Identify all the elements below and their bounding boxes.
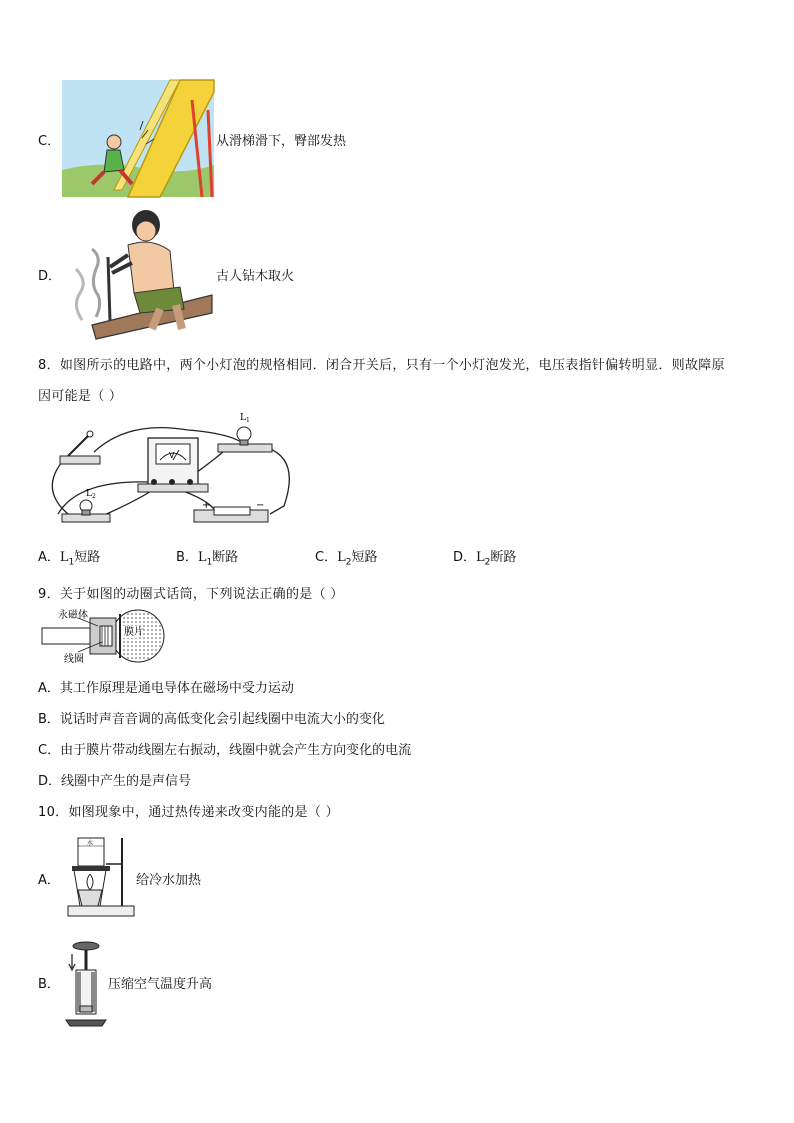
q8-option-d-letter: D． xyxy=(453,550,477,565)
circuit-diagram xyxy=(38,410,298,530)
q9-option-b-text: 说话时声音音调的高低变化会引起线圈中电流大小的变化 xyxy=(59,712,385,727)
q8-option-d-sub: 2 xyxy=(484,557,491,568)
q8-option-d-text: 断路 xyxy=(490,550,517,565)
q8-option-a-letter: A． xyxy=(38,550,60,565)
coil-label: 线圈 xyxy=(64,654,84,665)
l2-label: L xyxy=(86,489,92,499)
svg-text:+: + xyxy=(202,500,211,511)
q9-option-d-text: 线圈中产生的是声信号 xyxy=(61,774,192,789)
microphone-diagram xyxy=(38,604,166,668)
q8-option-c-text: 短路 xyxy=(351,550,378,565)
q9-option-c-letter: C． xyxy=(38,743,61,758)
q8-option-c-name: L xyxy=(337,550,346,565)
q9-option-c[interactable] xyxy=(38,739,411,758)
q8-option-d[interactable] xyxy=(453,546,516,568)
option-c-text: 从滑梯滑下，臀部发热 xyxy=(216,134,347,149)
option-c-letter: C． xyxy=(38,134,61,149)
q10-option-a-text: 给冷水加热 xyxy=(136,873,202,888)
q9-option-b-letter: B． xyxy=(38,712,60,727)
q9-option-c-text: 由于膜片带动线圈左右振动，线圈中就会产生方向变化的电流 xyxy=(60,743,412,758)
q8-option-b-sub: 1 xyxy=(206,557,213,568)
magnet-label: 永磁体 xyxy=(58,610,88,621)
voltmeter-symbol: V xyxy=(169,451,175,460)
q8-option-b-text: 断路 xyxy=(212,550,239,565)
q8-option-a-name: L xyxy=(59,550,69,565)
q8-option-a-text: 短路 xyxy=(74,550,101,565)
q8-option-b-name: L xyxy=(197,550,207,565)
q9-option-b[interactable] xyxy=(38,708,385,727)
air-compression-illustration xyxy=(62,940,102,1026)
svg-text:−: − xyxy=(256,500,265,511)
heating-water-illustration xyxy=(66,834,138,920)
q8-option-c[interactable] xyxy=(315,546,377,568)
q8-option-b[interactable] xyxy=(176,546,238,568)
q10-option-b-letter: B． xyxy=(38,977,60,992)
q9-option-a-text: 其工作原理是通电导体在磁场中受力运动 xyxy=(59,681,294,696)
q8-option-c-sub: 2 xyxy=(345,557,352,568)
q9-option-a[interactable] xyxy=(38,677,294,696)
l1-label: L xyxy=(240,413,246,423)
q8-option-a[interactable] xyxy=(38,546,100,568)
question-9-stem: 9．关于如图的动圈式话筒，下列说法正确的是（ ） xyxy=(38,587,344,602)
slide-illustration xyxy=(62,80,214,197)
l1-sub: 1 xyxy=(246,417,250,424)
q8-option-c-letter: C． xyxy=(315,550,338,565)
beaker-label: 水 xyxy=(87,840,94,847)
q9-option-d-letter: D． xyxy=(38,774,62,789)
q8-option-d-name: L xyxy=(476,550,485,565)
option-d-text: 古人钻木取火 xyxy=(216,269,295,284)
q8-option-a-sub: 1 xyxy=(68,557,75,568)
q10-option-b-text: 压缩空气温度升高 xyxy=(108,977,213,992)
membrane-label: 膜片 xyxy=(124,627,144,638)
q8-option-b-letter: B． xyxy=(176,550,198,565)
l2-sub: 2 xyxy=(92,493,96,500)
q9-option-d[interactable] xyxy=(38,770,191,789)
question-8-stem-line2: 因可能是（ ） xyxy=(38,389,123,404)
option-d-letter: D． xyxy=(38,269,62,284)
question-10-stem: 10．如图现象中，通过热传递来改变内能的是（ ） xyxy=(38,805,339,820)
q9-option-a-letter: A． xyxy=(38,681,60,696)
q10-option-a-letter: A． xyxy=(38,873,60,888)
drilling-fire-illustration xyxy=(62,205,214,335)
question-8-stem-line1: 8．如图所示的电路中，两个小灯泡的规格相同．闭合开关后，只有一个小灯泡发光，电压表指针偏转明显．则故障原 xyxy=(38,358,725,373)
